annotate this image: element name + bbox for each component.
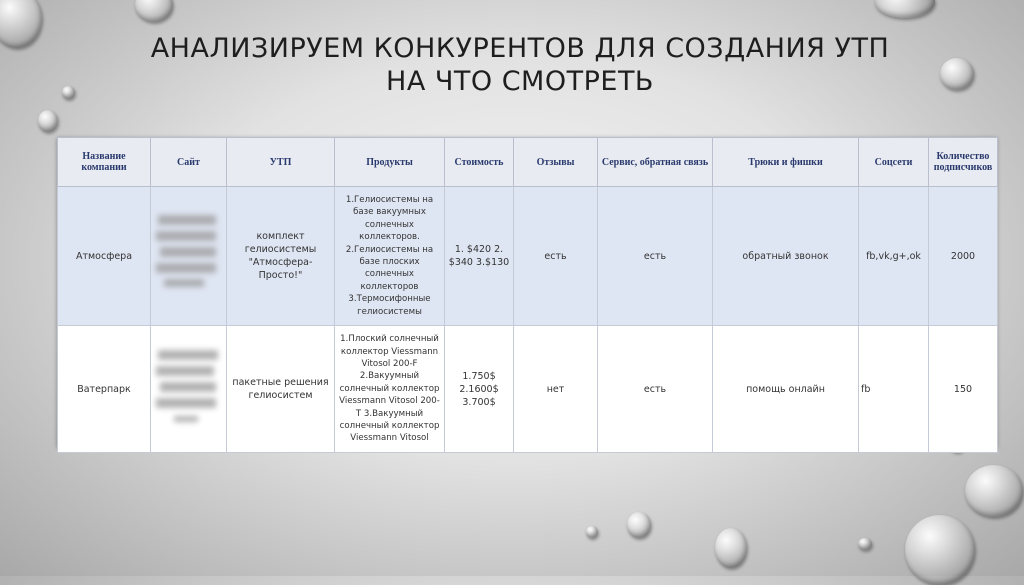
header-company: Название компании	[58, 138, 151, 187]
cell-utp: комплект гелиосистемы "Атмосфера-Просто!"	[227, 187, 335, 326]
cell-products: 1.Гелиосистемы на базе вакуумных солнечных коллекторов. 2.Гелиосистемы на базе плоских солнечных коллекторов 3.Термосифонные гелиосистемы	[335, 187, 445, 326]
cell-subscribers: 150	[929, 326, 998, 453]
cell-utp: пакетные решения гелиосистем	[227, 326, 335, 453]
cell-social: fb	[859, 326, 929, 453]
water-drop-decoration	[627, 512, 651, 538]
header-price: Стоимость	[445, 138, 514, 187]
header-service: Сервис, обратная связь	[598, 138, 713, 187]
slide-title-line2: НА ЧТО СМОТРЕТЬ	[386, 66, 654, 97]
header-reviews: Отзывы	[514, 138, 598, 187]
blurred-site-link	[156, 344, 222, 434]
cell-reviews: нет	[514, 326, 598, 453]
water-drop-decoration	[0, 0, 42, 48]
cell-reviews: есть	[514, 187, 598, 326]
competitor-table	[57, 137, 997, 447]
water-drop-decoration	[875, 0, 935, 18]
water-drop-decoration	[62, 86, 75, 99]
water-drop-decoration	[38, 110, 58, 132]
water-drop-decoration	[905, 515, 975, 585]
water-drop-decoration	[135, 0, 173, 22]
table-row	[58, 187, 998, 326]
header-subscribers: Количество подписчиков	[929, 138, 998, 187]
water-drop-decoration	[586, 526, 598, 538]
header-tricks: Трюки и фишки	[713, 138, 859, 187]
cell-company: Ватерпарк	[58, 326, 151, 453]
blurred-site-link	[156, 211, 222, 301]
water-drop-decoration	[965, 465, 1023, 517]
cell-social: fb,vk,g+,ok	[859, 187, 929, 326]
cell-price: 1.750$ 2.1600$ 3.700$	[445, 326, 514, 453]
cell-products: 1.Плоский солнечный коллектор Viessmann Vitosol 200-F 2.Вакуумный солнечный коллектор Viessmann Vitosol 200-T 3.Вакуумный солнечный коллектор Viessmann Vitosol	[335, 326, 445, 453]
table-header-row	[58, 138, 998, 187]
header-utp: УТП	[227, 138, 335, 187]
cell-subscribers: 2000	[929, 187, 998, 326]
cell-service: есть	[598, 187, 713, 326]
table-row	[58, 326, 998, 453]
slide-title-line1: АНАЛИЗИРУЕМ КОНКУРЕНТОВ ДЛЯ СОЗДАНИЯ УТП	[150, 33, 890, 64]
water-drop-decoration	[715, 528, 747, 568]
header-products: Продукты	[335, 138, 445, 187]
cell-site-blurred	[151, 187, 227, 326]
cell-tricks: помощь онлайн	[713, 326, 859, 453]
cell-site-blurred	[151, 326, 227, 453]
water-drop-decoration	[858, 538, 872, 550]
header-social: Соцсети	[859, 138, 929, 187]
cell-tricks: обратный звонок	[713, 187, 859, 326]
slide-title	[80, 32, 960, 98]
cell-company: Атмосфера	[58, 187, 151, 326]
header-site: Сайт	[151, 138, 227, 187]
cell-service: есть	[598, 326, 713, 453]
cell-price: 1. $420 2. $340 3.$130	[445, 187, 514, 326]
